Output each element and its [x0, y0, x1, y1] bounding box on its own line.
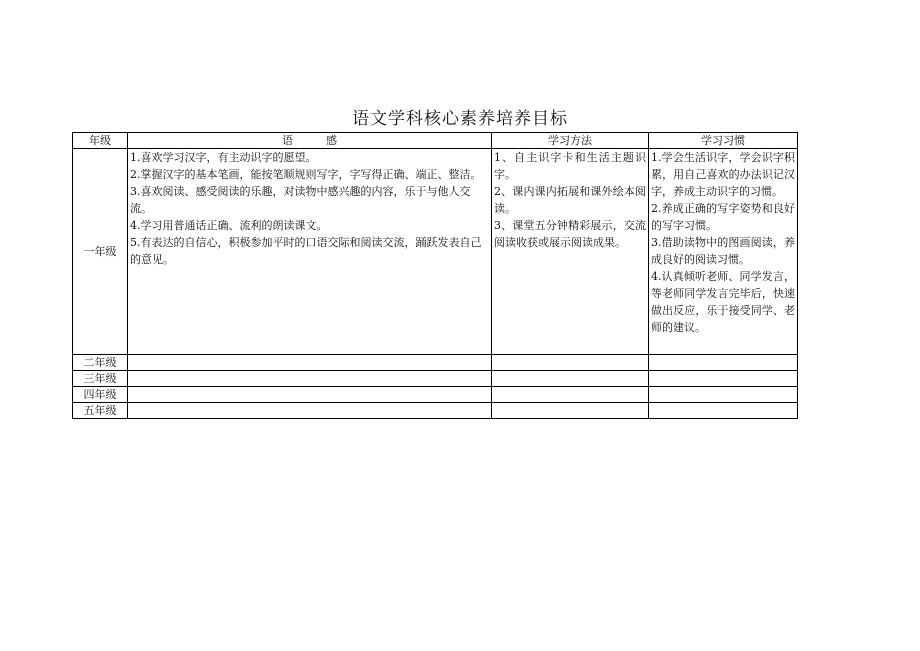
header-language-sense: 语 感 [128, 133, 492, 149]
language-sense-cell [128, 371, 492, 387]
table-row [73, 149, 798, 355]
language-sense-item: 3.喜欢阅读、感受阅读的乐趣，对读物中感兴趣的内容，乐于与他人交流。 [130, 185, 471, 215]
table-row [73, 403, 798, 419]
learning-method-cell [492, 403, 649, 419]
table-row [73, 387, 798, 403]
learning-habit-cell [649, 403, 798, 419]
language-sense-item: 4.学习用普通话正确、流利的朗读课文。 [130, 219, 328, 232]
learning-method-cell [492, 387, 649, 403]
table-header-row [73, 133, 798, 149]
grade-cell: 二年级 [73, 355, 128, 371]
header-grade: 年级 [73, 133, 128, 149]
language-sense-item: 2.掌握汉字的基本笔画，能按笔顺规则写字，字写得正确、端正、整洁。 [130, 168, 482, 181]
grade-cell: 五年级 [73, 403, 128, 419]
learning-habit-cell [649, 149, 798, 355]
language-sense-cell [128, 355, 492, 371]
table-row [73, 371, 798, 387]
learning-habit-item: 2.养成正确的写字姿势和良好的写字习惯。 [651, 202, 795, 232]
learning-method-item: 2、课内课内拓展和课外绘本阅读。 [494, 185, 646, 215]
table-row [73, 355, 798, 371]
page-title: 语文学科核心素养培养目标 [352, 109, 568, 129]
learning-method-cell [492, 371, 649, 387]
learning-method-item: 3、课堂五分钟精彩展示，交流阅读收获或展示阅读成果。 [494, 219, 646, 249]
learning-method-item: 1、自主识字卡和生活主题识字。 [494, 151, 646, 181]
grade-cell: 三年级 [73, 371, 128, 387]
language-sense-cell [128, 149, 492, 355]
learning-habit-cell [649, 371, 798, 387]
header-learning-habit: 学习习惯 [649, 133, 798, 149]
language-sense-item: 1.喜欢学习汉字，有主动识字的愿望。 [130, 151, 317, 164]
header-learning-method: 学习方法 [492, 133, 649, 149]
grade-cell: 四年级 [73, 387, 128, 403]
learning-habit-item: 3.借助读物中的图画阅读，养成良好的阅读习惯。 [651, 236, 795, 266]
learning-habit-cell [649, 355, 798, 371]
language-sense-item: 5.有表达的自信心，积极参加平时的口语交际和阅读交流，踊跃发表自己的意见。 [130, 236, 482, 266]
learning-method-cell [492, 355, 649, 371]
grade-cell: 一年级 [73, 149, 128, 355]
learning-habit-item: 1.学会生活识字，学会识字积累，用自己喜欢的办法识记汉字，养成主动识字的习惯。 [651, 151, 795, 198]
language-sense-cell [128, 403, 492, 419]
learning-habit-item: 4.认真倾听老师、同学发言，等老师同学发言完毕后，快速做出反应，乐于接受同学、老师的建议。 [651, 270, 795, 334]
learning-method-cell [492, 149, 649, 355]
learning-habit-cell [649, 387, 798, 403]
language-sense-cell [128, 387, 492, 403]
goals-table [72, 132, 798, 419]
